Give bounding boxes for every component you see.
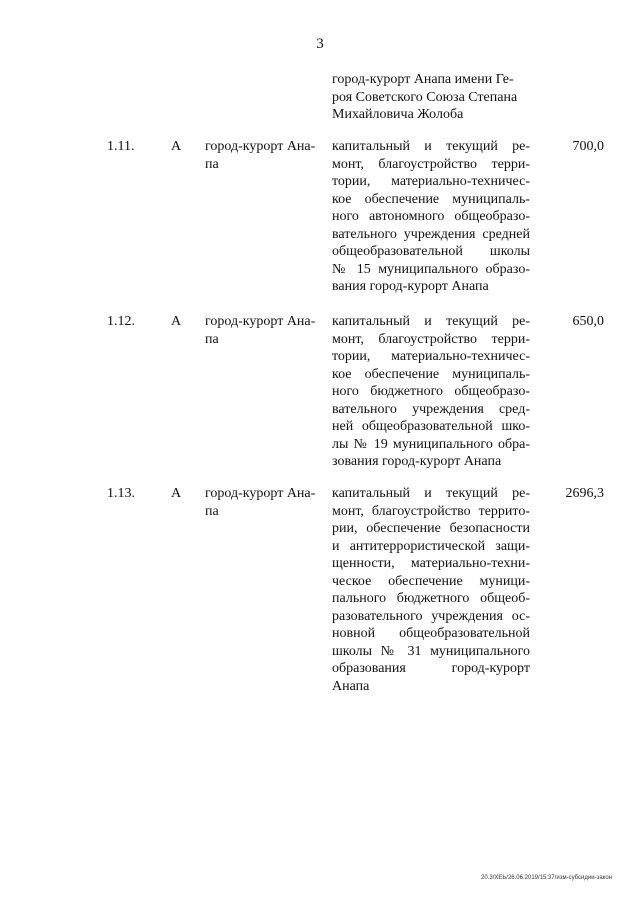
description-line: школы № 31 муниципального [332, 643, 530, 659]
description-line: рии, обеспечение безопасности [332, 521, 530, 536]
row-number: 1.11. [107, 139, 135, 154]
row-amount: 700,0 [572, 139, 604, 154]
description-line: монт, благоустройство терри- [332, 331, 530, 347]
description-line: кое обеспечение муниципаль- [332, 366, 530, 382]
row-description [332, 313, 530, 471]
description-line: вания город-курорт Анапа [332, 279, 489, 294]
description-line: монт, благоустройство террито- [332, 503, 530, 519]
municipality-line: па [205, 331, 219, 347]
description-line: новной общеобразовательной [332, 626, 530, 641]
municipality-line: город-курорт Ана- [205, 314, 316, 329]
description-line: и антитеррористической защи- [332, 538, 530, 554]
description-line: общеобразовательной школы [332, 244, 530, 259]
description-line: тории, материально-техничес- [332, 349, 530, 364]
municipality-line: па [205, 156, 219, 172]
row-municipality [205, 313, 323, 348]
row-amount: 2696,3 [565, 486, 604, 501]
row-description [332, 485, 530, 695]
row-category: А [171, 314, 182, 329]
page-number: 3 [316, 36, 324, 52]
description-line: ней общеобразовательной шко- [332, 419, 530, 434]
description-line: лы № 19 муниципального обра- [332, 436, 530, 452]
row-description [332, 138, 530, 296]
row-municipality [205, 485, 323, 520]
row-number: 1.13. [107, 486, 135, 501]
row-number: 1.12. [107, 314, 135, 329]
description-line: ного автономного общеобразо- [332, 209, 530, 224]
continuation-line: город-курорт Анапа имени Ге- [332, 72, 514, 87]
description-line: № 15 муниципального образо- [332, 261, 530, 277]
description-line: ческое обеспечение муници- [332, 573, 530, 589]
continuation-text [332, 71, 532, 124]
municipality-line: город-курорт Ана- [205, 486, 316, 501]
description-line: вательного учреждения сред- [332, 401, 530, 417]
row-category: А [171, 139, 182, 154]
municipality-line: па [205, 503, 219, 519]
row-municipality [205, 138, 323, 173]
document-footer-code: 20.3/ХЕЬ/26.06.2019/15:37/изм-субсидии-закон [481, 875, 612, 881]
description-line: образования город-курорт [332, 661, 530, 676]
description-line: капитальный и текущий ре- [332, 314, 530, 329]
description-line: монт, благоустройство терри- [332, 156, 530, 172]
continuation-line: роя Советского Союза Степана [332, 89, 518, 105]
row-category: А [171, 486, 182, 501]
continuation-line: Михайловича Жолоба [332, 107, 464, 122]
description-line: капитальный и текущий ре- [332, 486, 530, 501]
description-line: кое обеспечение муниципаль- [332, 191, 530, 207]
row-amount: 650,0 [572, 314, 604, 329]
municipality-line: город-курорт Ана- [205, 139, 316, 154]
description-line: капитальный и текущий ре- [332, 139, 530, 154]
description-line: щенности, материально-техни- [332, 556, 530, 571]
description-line: разовательного учреждения ос- [332, 608, 530, 624]
description-line: тории, материально-техничес- [332, 174, 530, 189]
description-line: ного бюджетного общеобразо- [332, 384, 530, 399]
description-line: зования город-курорт Анапа [332, 454, 502, 469]
description-line: пального бюджетного общеоб- [332, 591, 530, 606]
description-line: Анапа [332, 678, 370, 694]
description-line: вательного учреждения средней [332, 226, 530, 242]
